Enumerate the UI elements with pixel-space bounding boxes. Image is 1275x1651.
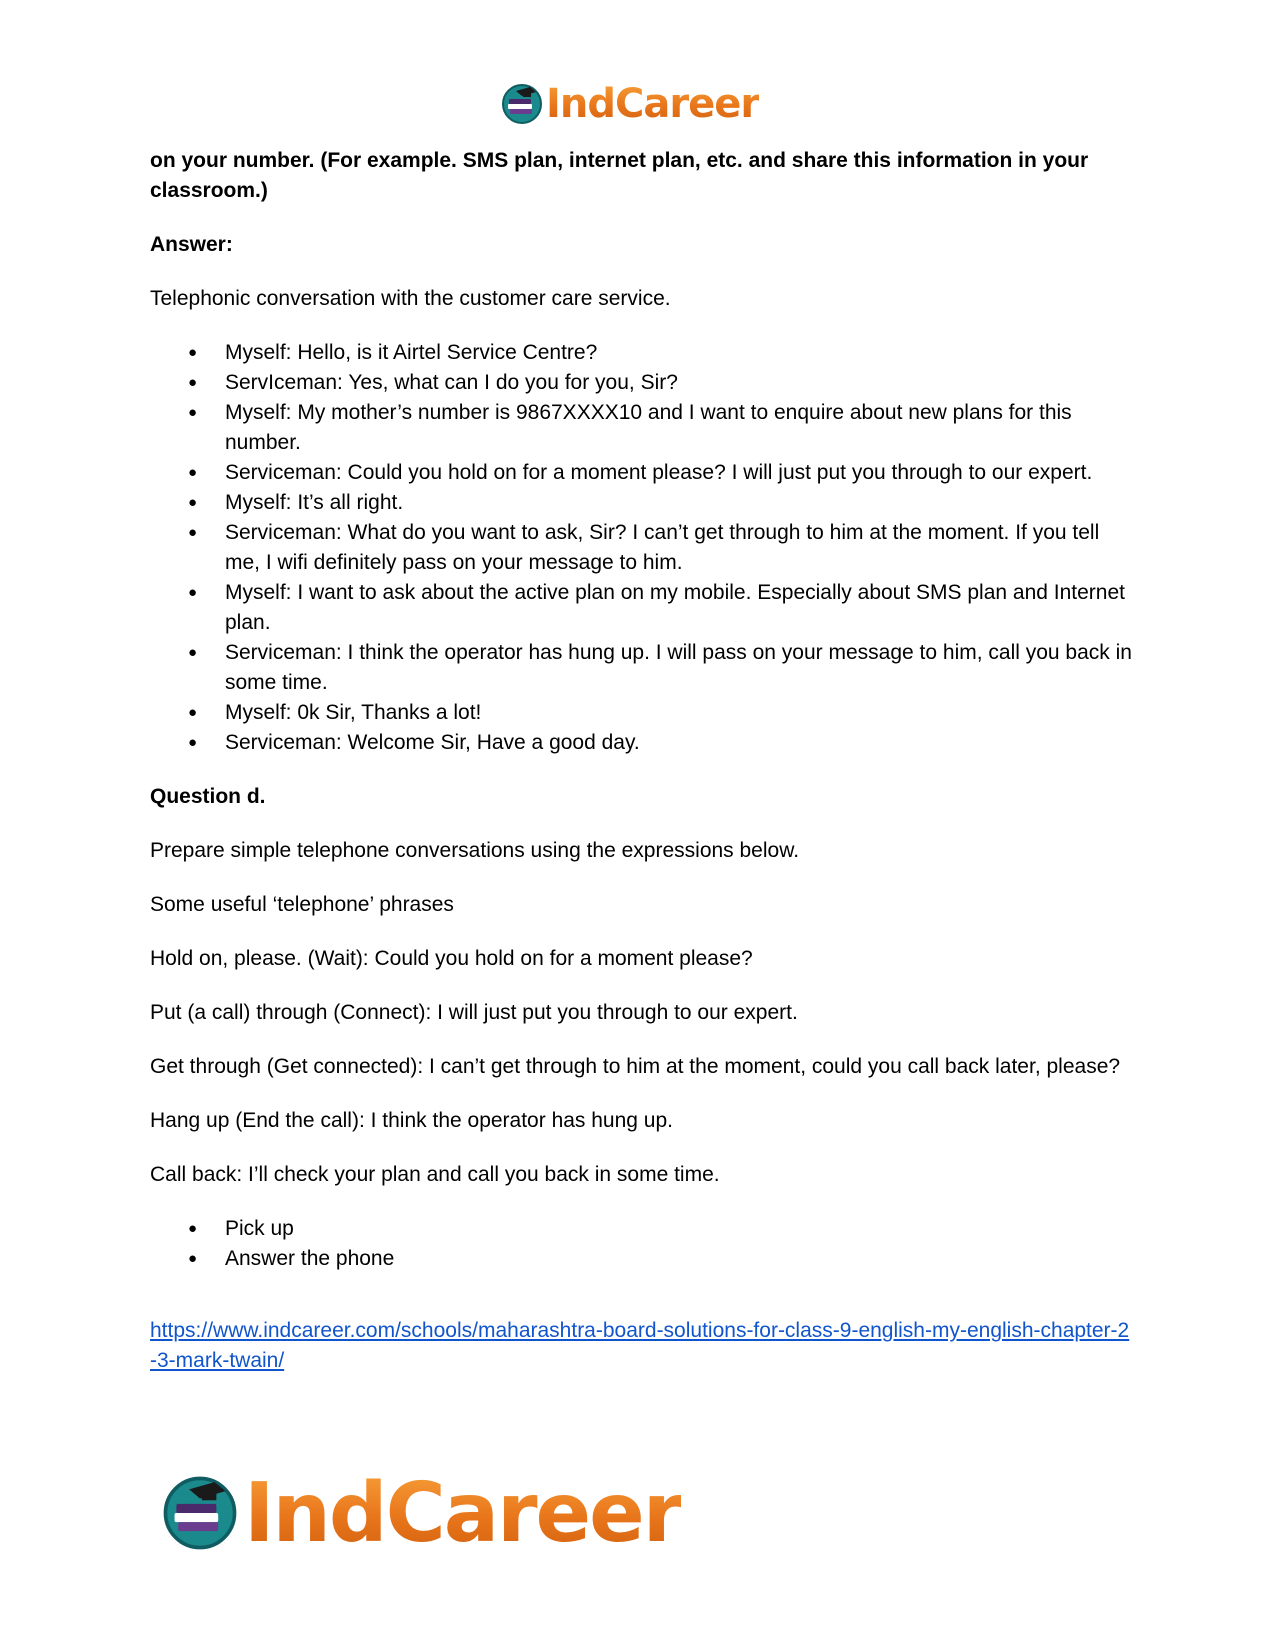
phrase-hold-on: Hold on, please. (Wait): Could you hold on for a moment please? (150, 947, 753, 970)
answer-intro: Telephonic conversation with the customer care service. (150, 287, 671, 310)
list-item: ● Myself: It’s all right. (150, 488, 1135, 518)
header-logo (500, 78, 759, 130)
list-item: ● Myself: Hello, is it Airtel Service Centre? (150, 338, 1135, 368)
question-continuation: on your number. (For example. SMS plan, internet plan, etc. and share this information in your classroom.) (150, 149, 1089, 202)
list-item: ● ServIceman: Yes, what can I do you for you, Sir? (150, 368, 1135, 398)
list-item: ● Myself: 0k Sir, Thanks a lot! (150, 698, 1135, 728)
footer-logo (160, 1465, 682, 1561)
list-item: ● Pick up (150, 1214, 1135, 1244)
logo-wordmark: IndCareer (546, 81, 760, 127)
list-item: ● Answer the phone (150, 1244, 1135, 1274)
list-item: ● Serviceman: What do you want to ask, Sir? I can’t get through to him at the moment. If you tell me, I wifi definitely pass on your message to him. (150, 518, 1135, 578)
extra-phrases-list (150, 1214, 1135, 1274)
list-item: ● Serviceman: Could you hold on for a moment please? I will just put you through to our expert. (150, 458, 1135, 488)
phrases-intro: Some useful ‘telephone’ phrases (150, 893, 454, 916)
graduation-globe-icon (160, 1473, 240, 1553)
phrase-hang-up: Hang up (End the call): I think the operator has hung up. (150, 1109, 674, 1132)
question-d-heading: Question d. (150, 785, 266, 808)
answer-heading: Answer: (150, 233, 233, 256)
phrase-put-through: Put (a call) through (Connect): I will just put you through to our expert. (150, 1001, 798, 1024)
question-d-text: Prepare simple telephone conversations using the expressions below. (150, 839, 800, 862)
document-body (150, 146, 1135, 1376)
dialogue-list (150, 338, 1135, 758)
list-item: ● Serviceman: I think the operator has hung up. I will pass on your message to him, call you back in some time. (150, 638, 1135, 698)
phrase-get-through: Get through (Get connected): I can’t get through to him at the moment, could you call back later, please? (150, 1055, 1121, 1078)
list-item: ● Myself: I want to ask about the active plan on my mobile. Especially about SMS plan and Internet plan. (150, 578, 1135, 638)
source-link[interactable]: https://www.indcareer.com/schools/maharashtra-board-solutions-for-class-9-english-my-english-chapter-2-3-mark-twain/ (150, 1319, 1130, 1372)
list-item: ● Myself: My mother’s number is 9867XXXX10 and I want to enquire about new plans for this number. (150, 398, 1135, 458)
phrase-call-back: Call back: I’ll check your plan and call you back in some time. (150, 1163, 720, 1186)
graduation-globe-icon (500, 82, 544, 126)
logo-wordmark: IndCareer (244, 1465, 682, 1561)
source-link-paragraph (150, 1316, 1135, 1376)
list-item: ● Serviceman: Welcome Sir, Have a good day. (150, 728, 1135, 758)
